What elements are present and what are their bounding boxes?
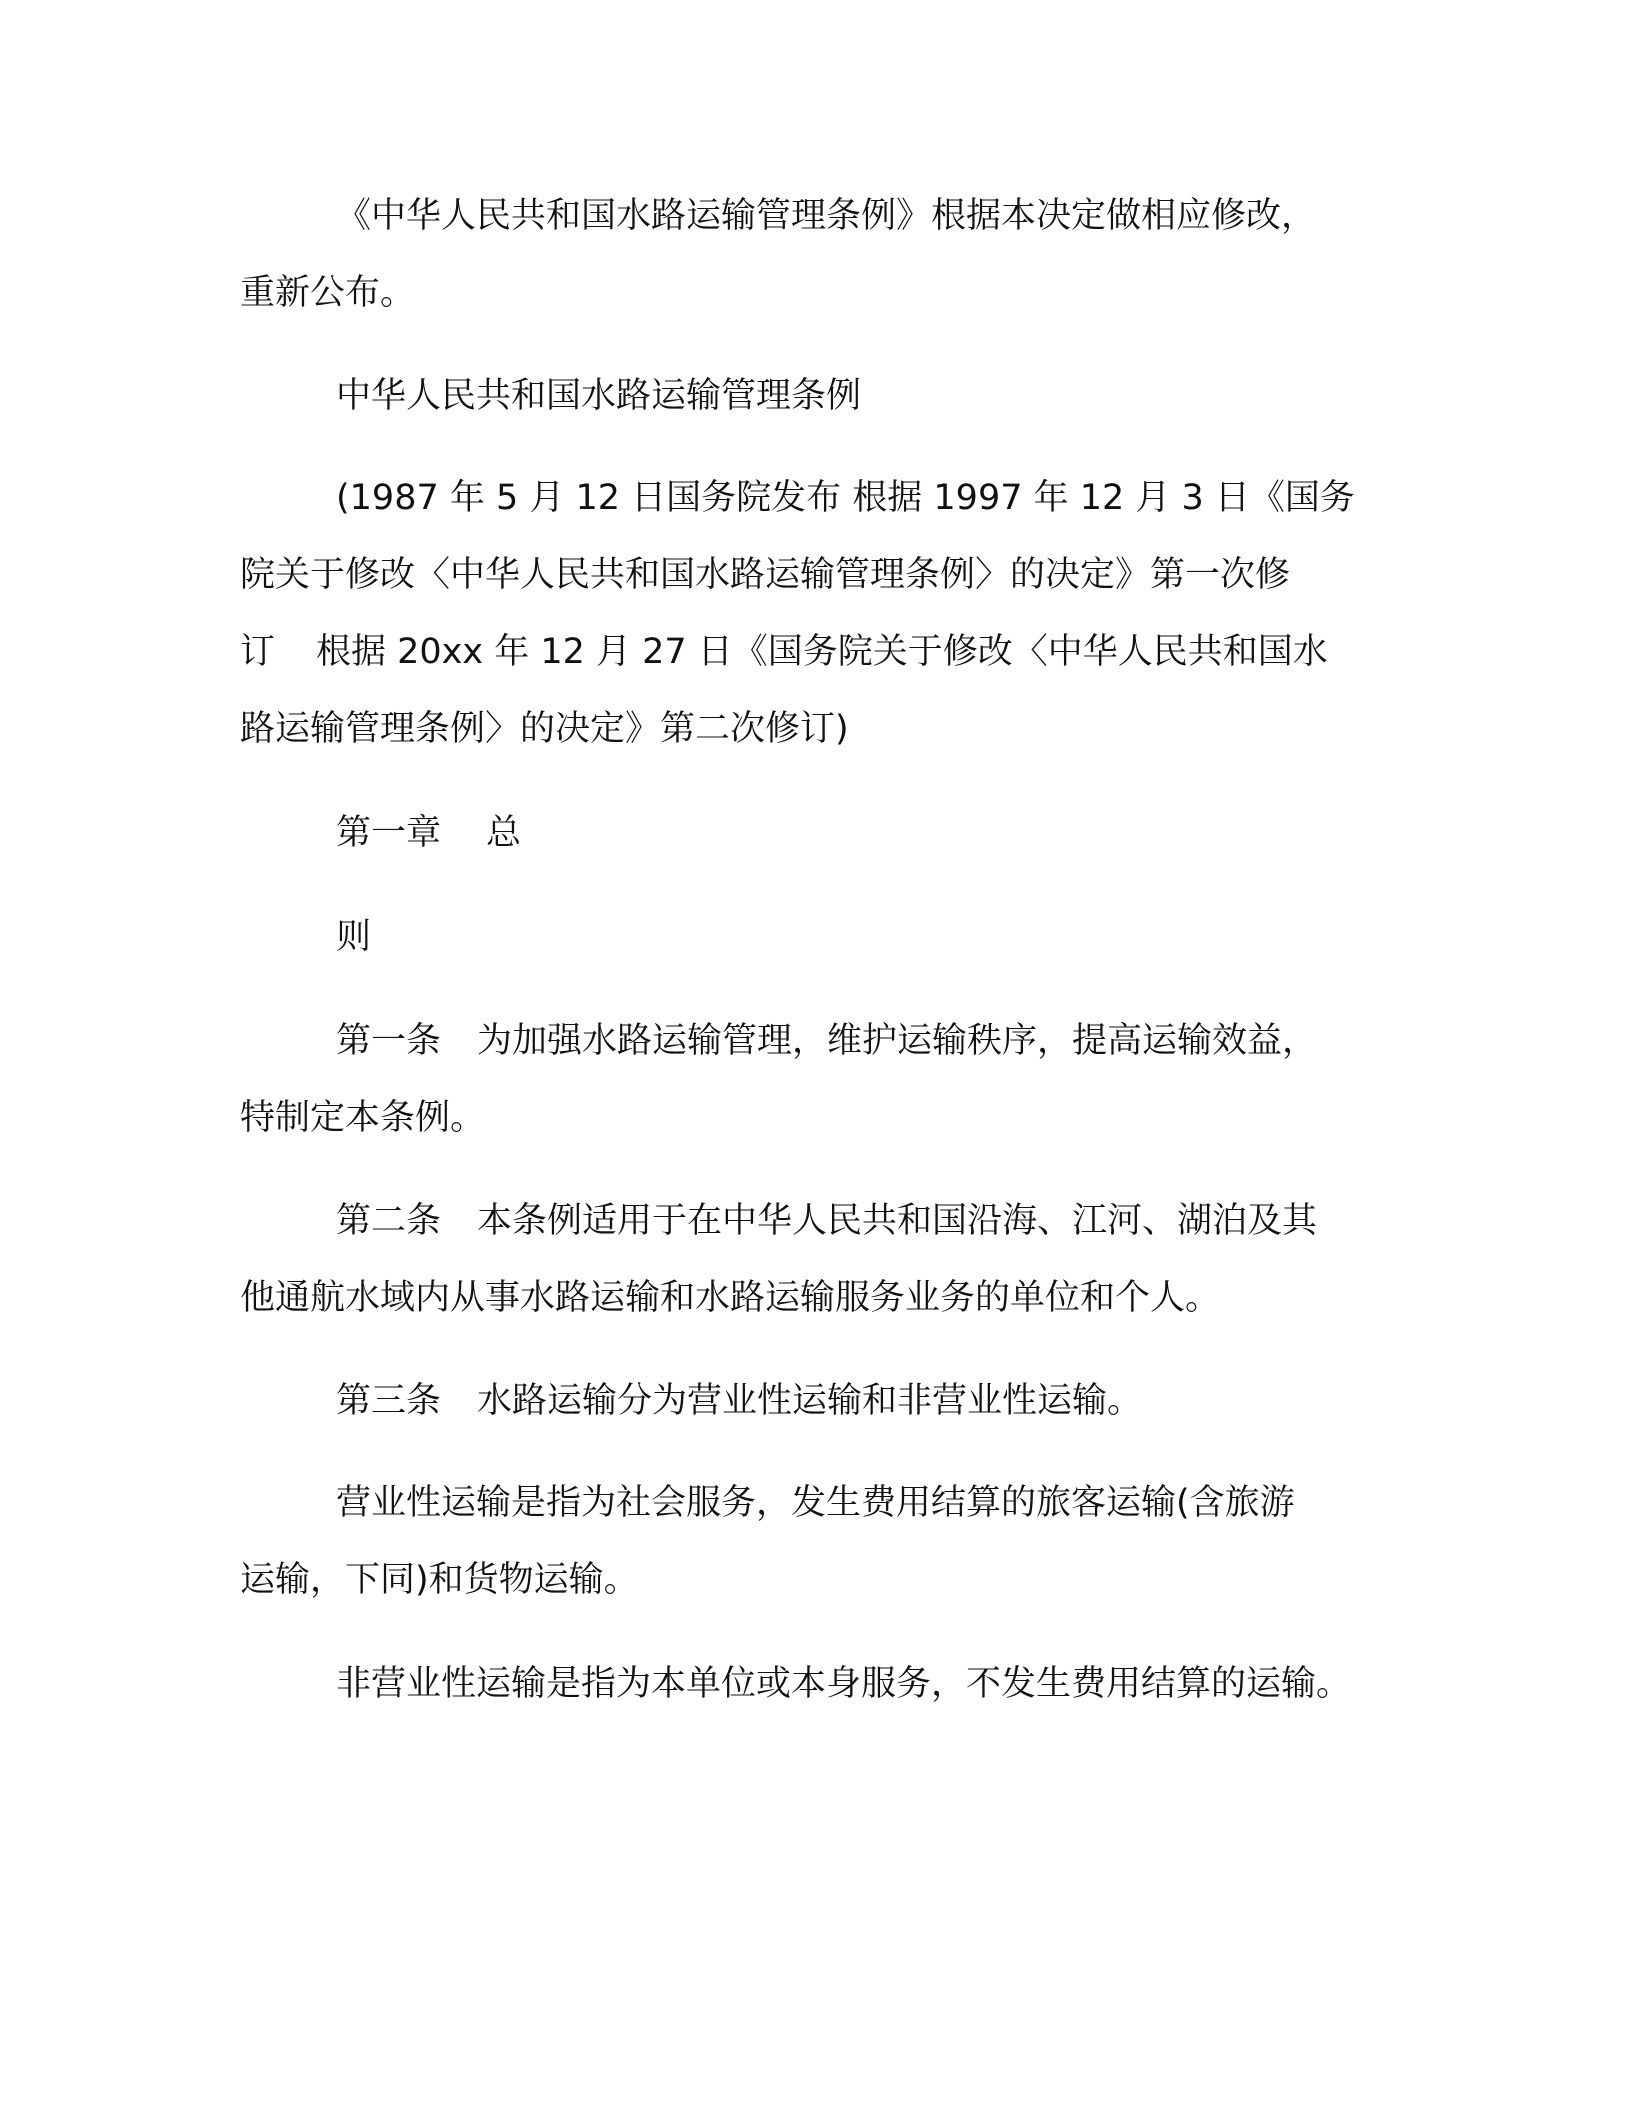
article-2-label: 第二条 [336, 1201, 442, 1241]
article-2-text-1: 本条例适用于在中华人民共和国沿海、江河、湖泊及其 [477, 1201, 1318, 1241]
intro-paragraph [240, 178, 1390, 332]
article-1-line-2: 特制定本条例。 [240, 1098, 486, 1138]
article-1-text-1: 为加强水路运输管理，维护运输秩序，提高运输效益， [477, 1021, 1318, 1061]
intro-line-2: 重新公布。 [240, 273, 416, 313]
commercial-transport-paragraph [240, 1465, 1390, 1619]
chapter-title-part-1: 总 [486, 813, 522, 853]
regulation-title [240, 358, 1390, 435]
history-line-3-part-b: 根据 20xx 年 12 月 27 日《国务院关于修改〈中华人民共和国水 [316, 632, 1328, 672]
commercial-line-2: 运输，下同)和货物运输。 [240, 1560, 639, 1600]
article-3-label: 第三条 [336, 1381, 442, 1421]
regulation-title-text: 中华人民共和国水路运输管理条例 [336, 376, 862, 416]
intro-line-1: 《中华人民共和国水路运输管理条例》根据本决定做相应修改， [336, 196, 1317, 236]
history-line-3-part-a: 订 [240, 632, 276, 672]
chapter-heading-line-1 [240, 795, 1390, 872]
article-3-line-1 [240, 1363, 1390, 1440]
article-2 [240, 1183, 1390, 1337]
noncommercial-line-1: 非营业性运输是指为本单位或本身服务，不发生费用结算的运输。 [336, 1664, 1352, 1704]
article-2-line-1 [240, 1183, 1390, 1260]
history-paragraph [240, 460, 1390, 768]
chapter-title-part-2: 则 [336, 917, 372, 957]
history-line-2: 院关于修改〈中华人民共和国水路运输管理条例〉的决定》第一次修 [240, 555, 1291, 595]
article-3 [240, 1363, 1390, 1440]
article-1-label: 第一条 [336, 1021, 442, 1061]
chapter-heading [240, 795, 1390, 872]
history-line-3 [240, 614, 1390, 691]
history-line-1: (1987 年 5 月 12 日国务院发布 根据 1997 年 12 月 3 日《国务 [336, 478, 1355, 518]
article-1 [240, 1003, 1390, 1157]
chapter-label: 第一章 [336, 813, 442, 853]
article-3-text-1: 水路运输分为营业性运输和非营业性运输。 [477, 1381, 1143, 1421]
chapter-heading-continued [240, 899, 1390, 976]
noncommercial-transport-paragraph [240, 1646, 1390, 1723]
commercial-line-1: 营业性运输是指为社会服务，发生费用结算的旅客运输(含旅游 [336, 1483, 1295, 1523]
history-line-4: 路运输管理条例〉的决定》第二次修订) [240, 709, 849, 749]
article-2-line-2: 他通航水域内从事水路运输和水路运输服务业务的单位和个人。 [240, 1278, 1221, 1318]
article-1-line-1 [240, 1003, 1390, 1080]
